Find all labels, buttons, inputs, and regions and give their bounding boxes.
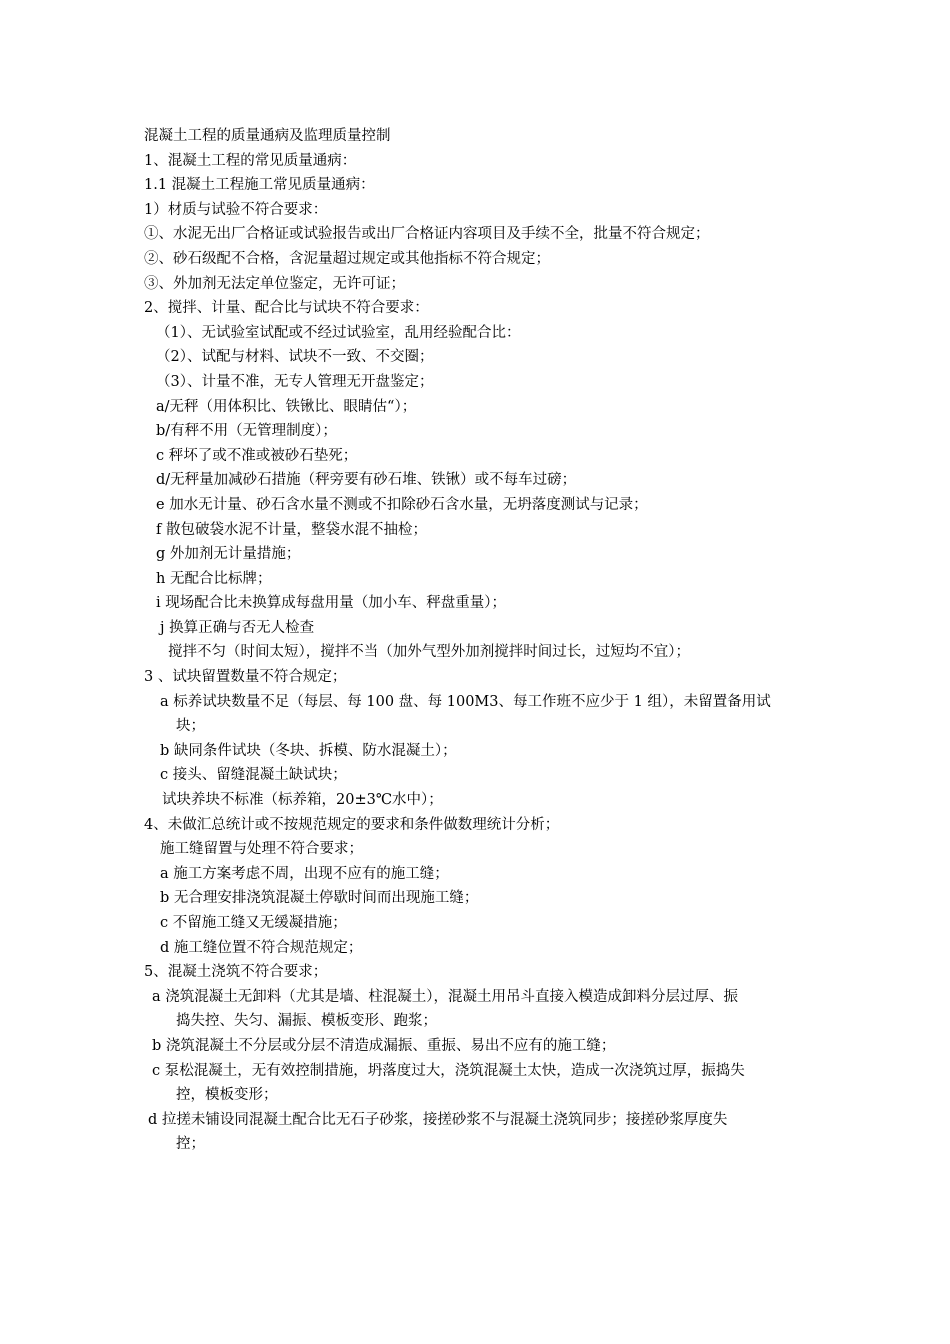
list-item-continuation: 捣失控、失匀、漏振、模板变形、跑浆； (176, 1013, 437, 1030)
section-heading: 5、混凝土浇筑不符合要求； (144, 964, 328, 981)
list-item: c 秤坏了或不准或被砂石垫死； (156, 447, 358, 464)
list-item-text: c 泵松混凝土，无有效控制措施，坍落度过大，浇筑混凝土太快，造成一次浇筑过厚，振捣失 (152, 1062, 745, 1079)
section-heading: 2、搅拌、计量、配合比与试块不符合要求： (144, 300, 429, 317)
list-item-wrapped (144, 985, 814, 1034)
list-item: 1）材质与试验不符合要求： (144, 201, 328, 218)
list-item: d/无秤量加减砂石措施（秤旁要有砂石堆、铁锹）或不每车过磅； (156, 472, 577, 489)
list-item-wrapped (144, 690, 814, 739)
list-item: e 加水无计量、砂石含水量不测或不扣除砂石含水量，无坍落度测试与记录； (156, 496, 648, 513)
list-item: b 缺同条件试块（冬块、拆模、防水混凝土）； (160, 742, 457, 759)
list-item: 施工缝留置与处理不符合要求； (160, 841, 363, 858)
list-item: b/有秤不用（无管理制度）； (156, 423, 337, 440)
list-item: b 浇筑混凝土不分层或分层不清造成漏振、重振、易出不应有的施工缝； (152, 1037, 616, 1054)
list-item: d 施工缝位置不符合规范规定； (160, 939, 363, 956)
section-heading: 3 、试块留置数量不符合规定； (144, 669, 347, 686)
list-item-wrapped (144, 1059, 814, 1108)
list-item: i 现场配合比未换算成每盘用量（加小车、秤盘重量）； (156, 595, 506, 612)
document-body (144, 124, 814, 1157)
list-item: 试块养块不标准（标养箱，20±3℃水中）； (162, 792, 443, 809)
subsection-heading: 1.1 混凝土工程施工常见质量通病： (144, 177, 375, 194)
document-title: 混凝土工程的质量通病及监理质量控制 (144, 128, 391, 144)
list-item: a 施工方案考虑不周，出现不应有的施工缝； (160, 865, 449, 882)
list-item: j 换算正确与否无人检查 (160, 619, 315, 636)
list-item: a/无秤（用体积比、铁锹比、眼睛估“）； (156, 398, 417, 415)
list-item: （3）、计量不准，无专人管理无开盘鉴定； (156, 373, 434, 390)
list-item: （2）、试配与材料、试块不一致、不交圈； (156, 349, 434, 366)
list-item: （1）、无试验室试配或不经过试验室，乱用经验配合比： (156, 324, 521, 341)
list-item: ①、水泥无出厂合格证或试验报告或出厂合格证内容项目及手续不全，批量不符合规定； (144, 226, 710, 243)
list-item: 搅拌不匀（时间太短），搅拌不当（加外气型外加剂搅拌时间过长，过短均不宜）； (168, 644, 690, 661)
list-item: ③、外加剂无法定单位鉴定，无许可证； (144, 275, 405, 292)
list-item-continuation: 控，模板变形； (176, 1087, 278, 1104)
list-item: ②、砂石级配不合格，含泥量超过规定或其他指标不符合规定； (144, 250, 550, 267)
list-item: b 无合理安排浇筑混凝土停歇时间而出现施工缝； (160, 890, 479, 907)
list-item-text: a 浇筑混凝土无卸料（尤其是墙、柱混凝土），混凝土用吊斗直接入模造成卸料分层过厚、振 (152, 988, 739, 1005)
list-item-continuation: 控； (176, 1136, 205, 1153)
list-item: g 外加剂无计量措施； (156, 546, 301, 563)
list-item: f 散包破袋水泥不计量，整袋水混不抽检； (156, 521, 427, 538)
list-item-text: d 拉搓未铺设同混凝土配合比无石子砂浆，接搓砂浆不与混凝土浇筑同步；接搓砂浆厚度失 (148, 1111, 728, 1128)
list-item: c 接头、留缝混凝土缺试块； (160, 767, 347, 784)
section-heading: 1、混凝土工程的常见质量通病： (144, 152, 357, 169)
list-item: h 无配合比标牌； (156, 570, 272, 587)
list-item-text: a 标养试块数量不足（每层、每 100 盘、每 100M3、每工作班不应少于 1 组），未留置备用试 (160, 693, 771, 710)
section-heading: 4、未做汇总统计或不按规范规定的要求和条件做数理统计分析； (144, 816, 560, 833)
list-item-wrapped (144, 1108, 814, 1157)
list-item-continuation: 块； (176, 718, 205, 735)
list-item: c 不留施工缝又无缓凝措施； (160, 915, 347, 931)
